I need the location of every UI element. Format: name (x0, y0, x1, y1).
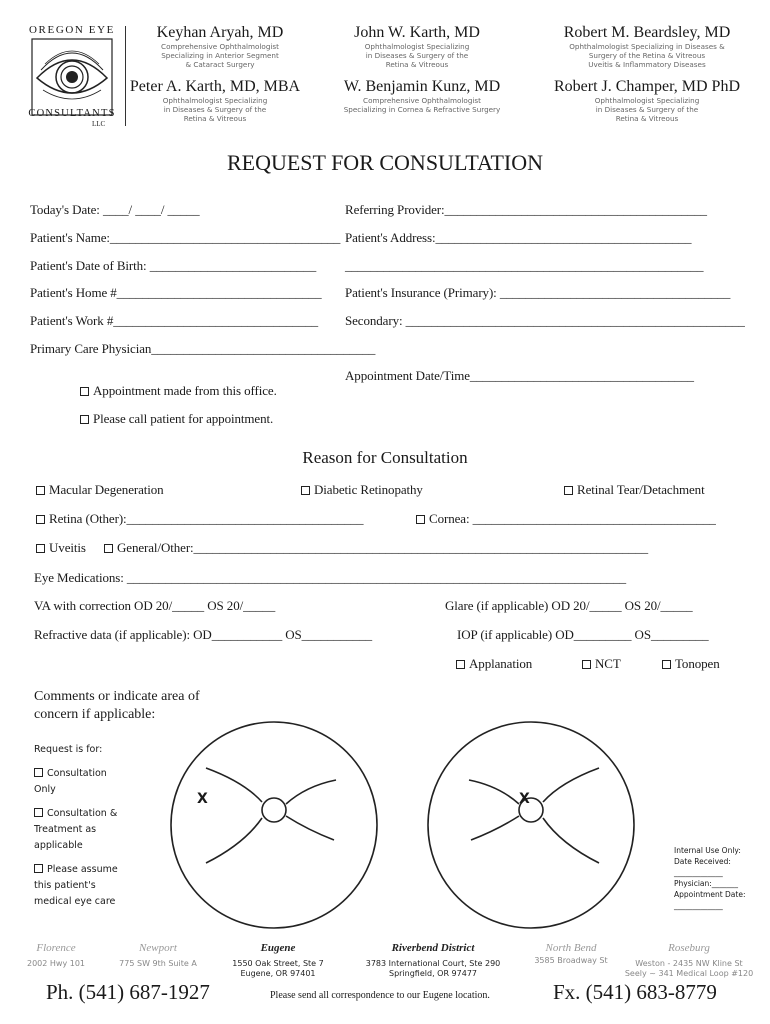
mark-right: X (519, 791, 530, 807)
assume-care-option[interactable] (34, 862, 124, 910)
tonopen-option[interactable] (662, 656, 720, 672)
checkbox-icon[interactable] (456, 660, 465, 669)
appointment-date-label: Appointment Date: (674, 890, 746, 899)
doctor-block (542, 24, 752, 69)
logo (22, 24, 122, 134)
doctor-block (120, 78, 310, 123)
doctor-specialty: Ophthalmologist Specializing in Diseases & Surgery of the Retina & Vitreous (364, 42, 470, 69)
location-name: North Bend (545, 942, 597, 954)
home-phone-field[interactable]: Patient's Home #________________________________ (30, 285, 322, 300)
applanation-option[interactable] (456, 656, 532, 672)
doctor-block (125, 24, 315, 69)
nct-option[interactable] (582, 656, 621, 672)
location-name: Florence (36, 942, 76, 954)
location-name: Riverbend District (391, 942, 475, 954)
appt-made-label: Appointment made from this office. (93, 383, 277, 398)
nct-label: NCT (595, 656, 621, 671)
correspondence-note: Please send all correspondence to our Eugene location. (270, 990, 490, 1001)
location-newport (112, 942, 204, 969)
location-name: Roseburg (668, 942, 710, 954)
referring-provider-field[interactable]: Referring Provider:_________________________________________ (345, 202, 707, 217)
secondary-insurance-field[interactable]: Secondary: _____________________________________________________ (345, 313, 745, 328)
location-name: Newport (139, 942, 177, 954)
logo-top-text: OREGON EYE (29, 24, 115, 36)
checkbox-icon[interactable] (34, 808, 43, 817)
appointment-date-line[interactable]: _____________ (674, 901, 723, 910)
doctor-block (547, 78, 747, 123)
checkbox-icon[interactable] (104, 544, 113, 553)
location-riverbend (350, 942, 516, 979)
address-line2-field[interactable]: ________________________________________________________ (345, 258, 704, 273)
location-address: Weston - 2435 NW Kline St Seely ~ 341 Medical Loop #120 (624, 959, 754, 978)
doctor-block (322, 78, 522, 114)
appointment-datetime-field[interactable]: Appointment Date/Time___________________________________ (345, 368, 694, 383)
general-other-option[interactable] (104, 540, 729, 556)
checkbox-icon[interactable] (80, 387, 89, 396)
location-roseburg (620, 942, 758, 979)
request-for-label: Request is for: (34, 744, 103, 755)
uveitis-label: Uveitis (49, 540, 86, 555)
doctor-block (322, 24, 512, 69)
assume-care-label: Please assume this patient's medical eye care (34, 864, 118, 907)
uveitis-option[interactable] (36, 540, 86, 556)
retinal-tear-option[interactable] (564, 482, 705, 498)
general-other-label: General/Other:_______________________________________________________________________ (117, 540, 648, 555)
location-address: 2002 Hwy 101 (26, 959, 85, 968)
eye-medications-field[interactable]: Eye Medications: ______________________________________________________________________________ (34, 570, 627, 585)
location-florence (24, 942, 88, 969)
right-eye-diagram[interactable] (148, 720, 400, 935)
doctor-specialty: Ophthalmologist Specializing in Diseases & Surgery of the Retina & Vitreous (162, 96, 268, 123)
checkbox-icon[interactable] (564, 486, 573, 495)
comments-label: Comments or indicate area of concern if applicable: (34, 689, 200, 722)
doctor-name: W. Benjamin Kunz, MD (343, 78, 501, 95)
dob-field[interactable]: Patient's Date of Birth: __________________________ (30, 258, 317, 273)
checkbox-icon[interactable] (34, 864, 43, 873)
consultation-treatment-label: Consultation & Treatment as applicable (34, 808, 118, 851)
please-call-option[interactable] (80, 411, 273, 427)
logo-bottom-text: CONSULTANTS (28, 108, 116, 119)
checkbox-icon[interactable] (582, 660, 591, 669)
location-address: 1550 Oak Street, Ste 7 Eugene, OR 97401 (232, 959, 324, 978)
retinal-tear-label: Retinal Tear/Detachment (577, 482, 705, 497)
checkbox-icon[interactable] (36, 515, 45, 524)
phone-number: Ph. (541) 687-1927 (46, 980, 210, 1004)
consultation-only-label: Consultation Only (34, 768, 107, 795)
pcp-field[interactable]: Primary Care Physician___________________________________ (30, 341, 376, 356)
doctor-name: John W. Karth, MD (354, 24, 480, 41)
refractive-field[interactable]: Refractive data (if applicable): OD___________ OS___________ (34, 627, 373, 642)
glare-field[interactable]: Glare (if applicable) OD 20/_____ OS 20/_____ (445, 598, 693, 613)
cornea-label: Cornea: ______________________________________ (429, 511, 716, 526)
macular-option[interactable] (36, 482, 164, 498)
macular-label: Macular Degeneration (49, 482, 164, 497)
location-address: 775 SW 9th Suite A (119, 959, 197, 968)
left-eye-diagram[interactable] (405, 720, 657, 935)
checkbox-icon[interactable] (416, 515, 425, 524)
physician-field[interactable]: Physician:_______ (674, 879, 739, 888)
doctor-specialty: Ophthalmologist Specializing in Diseases & Surgery of the Retina & Vitreous Uveitis & Inflammatory Diseases (569, 42, 725, 69)
consultation-only-option[interactable] (34, 766, 114, 798)
doctor-name: Peter A. Karth, MD, MBA (129, 78, 301, 95)
cornea-option[interactable] (416, 511, 716, 527)
applanation-label: Applanation (469, 656, 533, 671)
iop-field[interactable]: IOP (if applicable) OD_________ OS_________ (457, 627, 709, 642)
reason-heading: Reason for Consultation (302, 448, 468, 467)
location-north-bend (526, 942, 616, 966)
patient-name-field[interactable]: Patient's Name:____________________________________ (30, 230, 341, 245)
location-eugene (218, 942, 338, 979)
doctor-specialty: Ophthalmologist Specializing in Diseases & Surgery of the Retina & Vitreous (594, 96, 700, 123)
checkbox-icon[interactable] (662, 660, 671, 669)
doctor-name: Robert J. Champer, MD PhD (553, 78, 740, 95)
page-title: REQUEST FOR CONSULTATION (226, 150, 544, 175)
checkbox-icon[interactable] (36, 486, 45, 495)
internal-use-label: Internal Use Only: (674, 846, 741, 855)
logo-llc: LLC (92, 120, 106, 128)
mark-left: X (197, 791, 208, 807)
insurance-primary-field[interactable]: Patient's Insurance (Primary): ____________________________________ (345, 285, 731, 300)
date-received-label: Date Received: (674, 857, 731, 866)
todays-date-field[interactable]: Today's Date: ____/ ____/ _____ (30, 202, 200, 217)
checkbox-icon[interactable] (80, 415, 89, 424)
doctor-specialty: Comprehensive Ophthalmologist Specializing in Anterior Segment & Cataract Surgery (161, 42, 279, 69)
retina-other-label: Retina (Other):_____________________________________ (49, 511, 364, 526)
doctor-name: Robert M. Beardsley, MD (563, 24, 731, 41)
retina-other-option[interactable] (36, 511, 363, 527)
checkbox-icon[interactable] (301, 486, 310, 495)
consultation-treatment-option[interactable] (34, 806, 124, 854)
tonopen-label: Tonopen (675, 656, 720, 671)
diabetic-option[interactable] (301, 482, 423, 498)
fax-number: Fx. (541) 683-8779 (553, 980, 717, 1004)
internal-use-block (674, 845, 766, 911)
location-address: 3585 Broadway St (534, 956, 608, 965)
doctor-name: Keyhan Aryah, MD (156, 24, 284, 41)
patient-address-field[interactable]: Patient's Address:________________________________________ (345, 230, 692, 245)
work-phone-field[interactable]: Patient's Work #________________________________ (30, 313, 319, 328)
doctor-specialty: Comprehensive Ophthalmologist Specializing in Cornea & Refractive Surgery (343, 96, 501, 114)
diabetic-label: Diabetic Retinopathy (314, 482, 423, 497)
location-address: 3783 International Court, Ste 290 Springfield, OR 97477 (365, 959, 501, 978)
please-call-label: Please call patient for appointment. (93, 411, 274, 426)
appt-made-option[interactable] (80, 383, 277, 399)
checkbox-icon[interactable] (36, 544, 45, 553)
va-field[interactable]: VA with correction OD 20/_____ OS 20/_____ (34, 598, 276, 613)
checkbox-icon[interactable] (34, 768, 43, 777)
date-received-line[interactable]: _____________ (674, 868, 723, 877)
location-name: Eugene (260, 942, 296, 954)
